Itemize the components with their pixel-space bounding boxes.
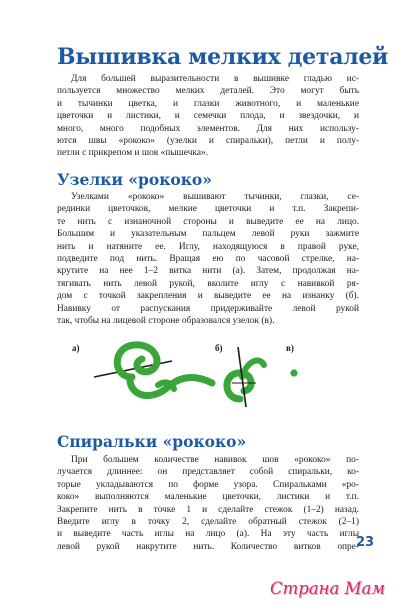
thread-a-loop bbox=[117, 345, 157, 377]
text-line: и тычинки цветка, и глазки животного, и маленькие bbox=[57, 98, 359, 109]
text-line: торые укладываются по форме узора. Спиральками «ро- bbox=[57, 479, 359, 490]
page-title: Вышивка мелких деталей bbox=[57, 44, 389, 70]
text-line: тягивать нить левой рукой, вколите иглу с навивкой ря- bbox=[57, 278, 359, 289]
text-line: и выведите часть иглы на лицо (а). На эту часть иглы bbox=[57, 529, 359, 540]
text-line: пользуется множество мелких деталей. Это могут быть bbox=[57, 86, 359, 97]
text-line: подведите под нить. Вращая ею по часовой стрелке, на- bbox=[57, 254, 359, 265]
text-line: ются швы «рококо» (узелки и спиральки), петли и полу- bbox=[57, 136, 359, 147]
text-line: цветочки и листики, и семечки плода, и звездочки, и bbox=[57, 111, 359, 122]
section-heading-spirals: Спиральки «рококо» bbox=[57, 432, 247, 451]
figure-b-knot-on-needle bbox=[227, 347, 264, 407]
text-line: крутите на нее 1–2 витка нити (а). Затем, продолжая на- bbox=[57, 266, 359, 277]
text-line: Большим и указательным пальцем левой руки зажмите bbox=[57, 229, 359, 240]
intro-paragraph bbox=[57, 73, 359, 160]
watermark bbox=[270, 576, 415, 606]
text-line: нить и натяните ее. Иглу, находящуюся в правой руке, bbox=[57, 241, 359, 252]
figure-a-needle-with-thread bbox=[94, 345, 212, 396]
text-line: так, чтобы на лицевой стороне образовался узелок (в). bbox=[57, 316, 275, 327]
knot-dot bbox=[290, 369, 297, 376]
figure-label-a: а) bbox=[72, 343, 80, 353]
spirals-paragraph bbox=[57, 454, 359, 553]
figure-label-b: б) bbox=[215, 343, 223, 353]
text-line: Узелками «рококо» вышивают тычинки, глазки, се- bbox=[71, 192, 359, 202]
text-line: Закрепите нить в точке 1 и сделайте стежок (1–2) назад. bbox=[57, 504, 359, 515]
text-line: левой рукой накрутите нить. Количество витков опре- bbox=[57, 541, 359, 552]
text-line: много, много подобных элементов. Для них использу- bbox=[57, 123, 359, 134]
watermark-text: Страна Мам bbox=[270, 579, 386, 598]
knot-illustration bbox=[72, 337, 372, 415]
page-number: 23 bbox=[356, 535, 375, 550]
text-line: лучается длиннее: он представляет собой спиральки, ко- bbox=[57, 467, 359, 478]
text-line: коко» выполняются маленькие цветочки, листики и т.п. bbox=[57, 492, 359, 503]
figure-label-c: в) bbox=[286, 343, 294, 353]
text-line: Введите иглу в точку 2, сделайте обратный стежок (2–1) bbox=[57, 517, 359, 528]
section-heading-knots: Узелки «рококо» bbox=[57, 170, 212, 189]
text-line: дом с точкой закрепления и выведите ее на изнанку (б). bbox=[57, 291, 359, 302]
text-line: рединки цветочков, мелкие цветочки и т.п. Закрепи- bbox=[57, 204, 359, 215]
text-line: петли с прикрепом и шов «пышечка». bbox=[57, 148, 209, 159]
text-line: те нить с изнаночной стороны и выведите ее на лицо. bbox=[57, 216, 359, 227]
text-line: Для большей выразительности в вышивке гладью ис- bbox=[71, 74, 359, 84]
knots-paragraph bbox=[57, 191, 359, 327]
text-line: Навивку от распускания придерживайте левой рукой bbox=[57, 303, 359, 314]
text-line: При большем количестве навивок шов «рококо» по- bbox=[71, 455, 359, 465]
thread-b-tail bbox=[242, 361, 264, 377]
